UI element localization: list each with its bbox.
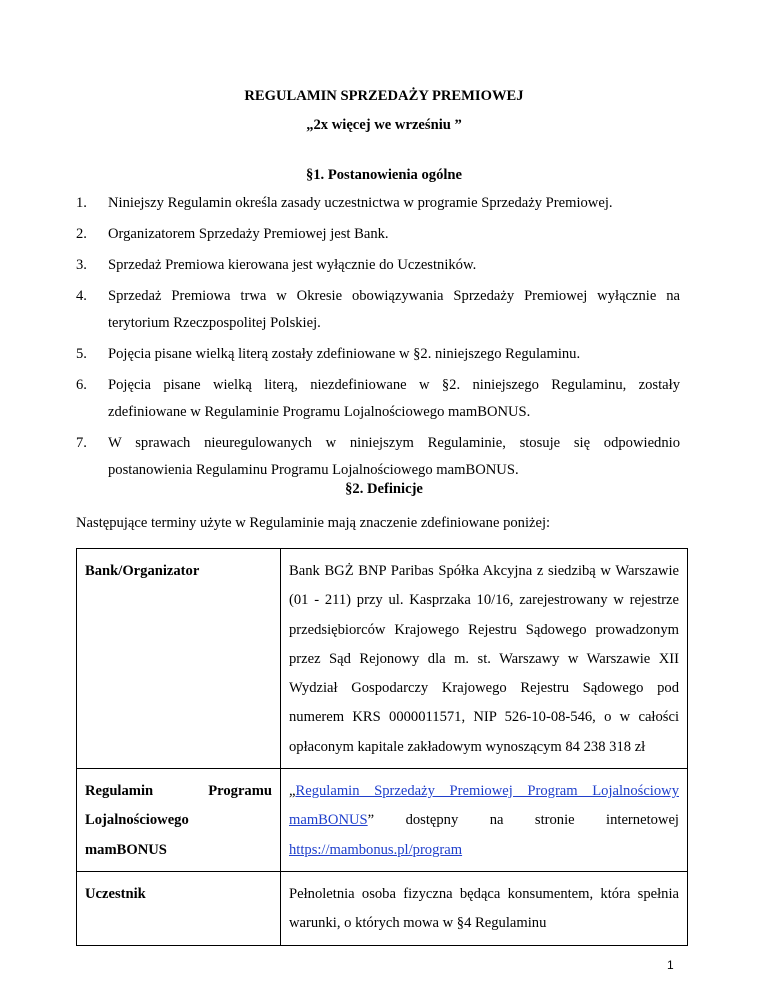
list-item bbox=[76, 341, 680, 368]
table-row bbox=[77, 769, 688, 872]
page-number: 1 bbox=[667, 958, 674, 972]
definition-term: Uczestnik bbox=[77, 871, 281, 945]
document-subtitle: „2x więcej we wrześniu ” bbox=[306, 117, 462, 133]
list-item bbox=[76, 372, 680, 426]
section2-heading: §2. Definicje bbox=[345, 481, 423, 497]
close-quote: ” bbox=[367, 812, 375, 829]
definitions-table bbox=[76, 548, 688, 946]
list-item bbox=[76, 221, 680, 248]
definition-text bbox=[281, 769, 688, 872]
list-item-text: Niniejszy Regulamin określa zasady uczestnictwa w programie Sprzedaży Premiowej. bbox=[108, 195, 613, 211]
list-item-number: 1. bbox=[76, 195, 87, 211]
list-item-number: 6. bbox=[76, 377, 87, 393]
list-item-number: 2. bbox=[76, 226, 87, 242]
list-item-text: Sprzedaż Premiowa trwa w Okresie obowiązywania Sprzedaży Premiowej wyłącznie na terytorium Rzeczpospolitej Polskiej. bbox=[108, 288, 680, 331]
list-item-number: 5. bbox=[76, 346, 87, 362]
definition-text-tail: dostępny na stronie internetowej bbox=[374, 812, 679, 829]
list-item bbox=[76, 283, 680, 337]
definition-term bbox=[77, 769, 281, 872]
definition-term-line: Lojalnościowego bbox=[85, 812, 189, 829]
list-item-text: Pojęcia pisane wielką literą zostały zdefiniowane w §2. niniejszego Regulaminu. bbox=[108, 346, 581, 362]
list-item bbox=[76, 190, 680, 217]
definition-text: Pełnoletnia osoba fizyczna będąca konsumentem, która spełnia warunki, o których mowa w §4 Regulaminu bbox=[281, 871, 688, 945]
document-title: REGULAMIN SPRZEDAŻY PREMIOWEJ bbox=[244, 88, 524, 104]
regulations-link[interactable]: Regulamin Sprzedaży Premiowej Program Lojalnościowy mamBONUS bbox=[289, 783, 679, 829]
list-item-text: Organizatorem Sprzedaży Premiowej jest Bank. bbox=[108, 226, 389, 242]
open-quote: „ bbox=[289, 783, 296, 800]
definition-term-line: mamBONUS bbox=[85, 841, 167, 858]
list-item-text: W sprawach nieuregulowanych w niniejszym Regulaminie, stosuje się odpowiednio postanowienia Regulaminu Programu Lojalnościowego mamBONUS. bbox=[108, 435, 680, 478]
list-item-number: 4. bbox=[76, 288, 87, 304]
table-row bbox=[77, 871, 688, 945]
list-item bbox=[76, 252, 680, 279]
definition-term: Bank/Organizator bbox=[77, 549, 281, 769]
list-item bbox=[76, 430, 680, 484]
section2-intro: Następujące terminy użyte w Regulaminie mają znaczenie zdefiniowane poniżej: bbox=[76, 515, 551, 531]
table-row bbox=[77, 549, 688, 769]
definition-first-lines bbox=[289, 777, 679, 836]
list-item-text: Sprzedaż Premiowa kierowana jest wyłącznie do Uczestników. bbox=[108, 257, 477, 273]
list-item-number: 3. bbox=[76, 257, 87, 273]
definition-term-line: Regulamin Programu bbox=[85, 783, 272, 800]
section1-list bbox=[76, 190, 680, 488]
list-item-number: 7. bbox=[76, 435, 87, 451]
section1-heading: §1. Postanowienia ogólne bbox=[305, 167, 463, 183]
program-url-link[interactable]: https://mambonus.pl/program bbox=[289, 841, 463, 858]
list-item-text: Pojęcia pisane wielką literą, niezdefiniowane w §2. niniejszego Regulaminu, zostały zdefiniowane w Regulaminie Programu Lojalnościowego mamBONUS. bbox=[108, 377, 680, 420]
definition-text: Bank BGŻ BNP Paribas Spółka Akcyjna z siedzibą w Warszawie (01 - 211) przy ul. Kasprzaka 10/16, zarejestrowany w rejestrze przedsiębiorców Krajowego Rejestru Sądowego prowadzonym przez Sąd Rejonowy dla m. st. Warszawy w Warszawie XII Wydział Gospodarczy Krajowego Rejestru Sądowego pod numerem KRS 0000011571, NIP 526-10-08-546, o w całości opłaconym kapitale zakładowym wynoszącym 84 238 318 zł bbox=[281, 549, 688, 769]
